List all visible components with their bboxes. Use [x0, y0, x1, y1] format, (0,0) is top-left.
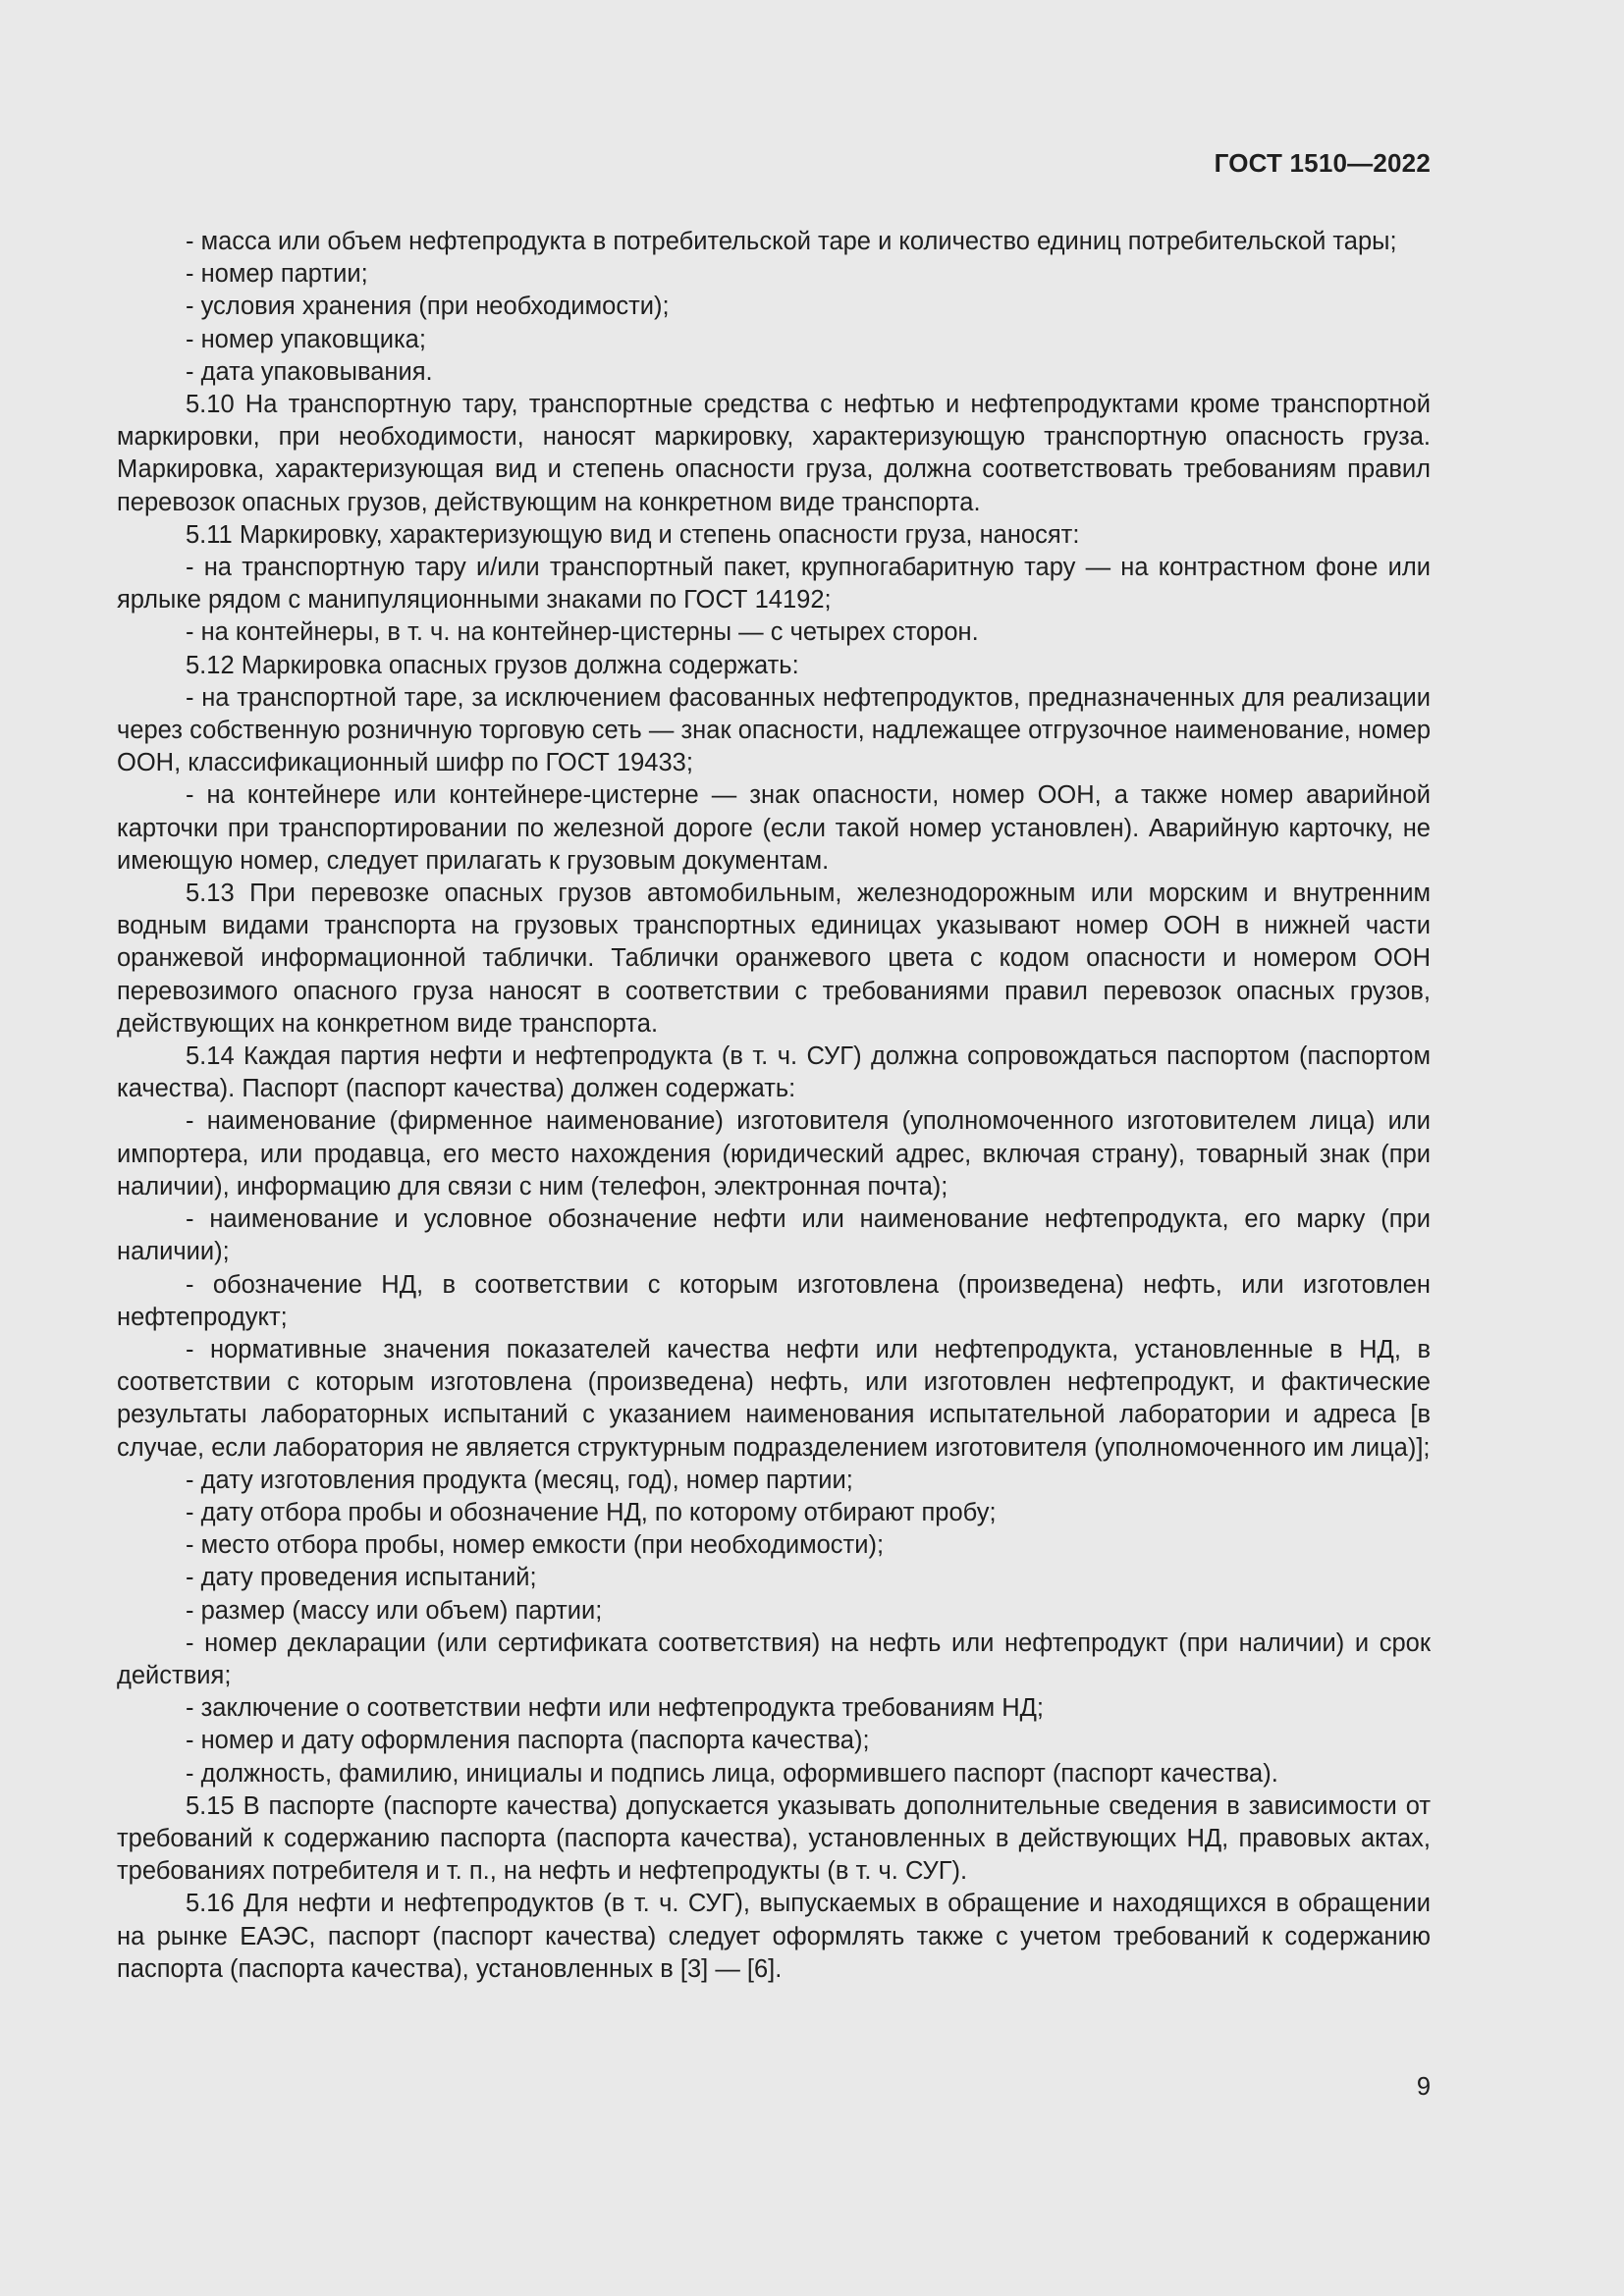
paragraph: - заключение о соответствии нефти или нефтепродукта требованиям НД;: [186, 1694, 1044, 1723]
paragraph: - дата упаковывания.: [186, 357, 433, 386]
paragraph: - обозначение НД, в соответствии с которым изготовлена (произведена) нефть, или изготовлен нефтепродукт;: [117, 1270, 1431, 1331]
paragraph: - номер и дату оформления паспорта (паспорта качества);: [186, 1727, 870, 1755]
paragraph: - нормативные значения показателей качества нефти или нефтепродукта, установленные в НД, в соответствии с которым изготовлена (произведена) нефть, или изготовлен нефтепродукт, и фактические результаты лабораторных испытаний с указанием наименования испытательной лаборатории и адреса [в случае, если лаборатория не является структурным подразделением изготовителя (уполномоченного им лица)];: [117, 1335, 1431, 1462]
paragraph: - дату отбора пробы и обозначение НД, по которому отбирают пробу;: [186, 1498, 997, 1526]
paragraph: - масса или объем нефтепродукта в потребительской таре и количество единиц потребительской тары;: [186, 228, 1397, 255]
paragraph: - размер (массу или объем) партии;: [186, 1596, 603, 1625]
paragraph: - условия хранения (при необходимости);: [186, 293, 670, 321]
paragraph: 5.12 Маркировка опасных грузов должна содержать:: [186, 651, 799, 679]
paragraph: - на контейнеры, в т. ч. на контейнер-цистерны — с четырех сторон.: [186, 618, 979, 647]
paragraph: - наименование и условное обозначение нефти или наименование нефтепродукта, его марку (при наличии);: [117, 1205, 1431, 1266]
paragraph: - на транспортную тару и/или транспортный пакет, крупногабаритную тару — на контрастном фоне или ярлыке рядом с манипуляционными знаками по ГОСТ 14192;: [117, 554, 1431, 614]
document-header-standard: ГОСТ 1510—2022: [1214, 148, 1431, 178]
paragraph: 5.13 При перевозке опасных грузов автомобильным, железнодорожным или морским и внутренним водным видами транспорта на грузовых транспортных единицах указывают номер ООН в нижней части оранжевой информационной таблички. Таблички оранжевого цвета с кодом опасности и номером ООН перевозимого опасного груза наносят в соответствии с требованиями правил перевозок опасных грузов, действующих на конкретном виде транспорта.: [117, 880, 1431, 1038]
paragraph: - дату изготовления продукта (месяц, год), номер партии;: [186, 1466, 853, 1494]
paragraph: - должность, фамилию, инициалы и подпись лица, оформившего паспорт (паспорт качества).: [186, 1759, 1278, 1788]
paragraph: - на контейнере или контейнере-цистерне — знак опасности, номер ООН, а также номер аварийной карточки при транспортировании по железной дороге (если такой номер установлен). Аварийную карточку, не имеющую номер, следует прилагать к грузовым документам.: [117, 781, 1431, 875]
paragraph: - наименование (фирменное наименование) изготовителя (уполномоченного изготовителем лица) или импортера, или продавца, его место нахождения (юридический адрес, включая страну), товарный знак (при наличии), информацию для связи с ним (телефон, электронная почта);: [117, 1107, 1431, 1201]
paragraph: - место отбора пробы, номер емкости (при необходимости);: [186, 1531, 885, 1560]
paragraph: - номер упаковщика;: [186, 325, 426, 353]
paragraph: 5.14 Каждая партия нефти и нефтепродукта (в т. ч. СУГ) должна сопровождаться паспортом (паспортом качества). Паспорт (паспорт качества) должен содержать:: [117, 1042, 1431, 1103]
paragraph: 5.16 Для нефти и нефтепродуктов (в т. ч. СУГ), выпускаемых в обращение и находящихся в обращении на рынке ЕАЭС, паспорт (паспорт качества) следует оформлять также с учетом требований к содержанию паспорта (паспорта качества), установленных в [3] — [6].: [117, 1890, 1431, 1983]
paragraph: - дату проведения испытаний;: [186, 1564, 537, 1592]
paragraph: 5.10 На транспортную тару, транспортные средства с нефтью и нефтепродуктами кроме транспортной маркировки, при необходимости, наносят маркировку, характеризующую транспортную опасность груза. Маркировка, характеризующая вид и степень опасности груза, должна соответствовать требованиям правил перевозок опасных грузов, действующим на конкретном виде транспорта.: [117, 391, 1431, 516]
paragraph: 5.11 Маркировку, характеризующую вид и степень опасности груза, наносят:: [186, 520, 1080, 549]
paragraph: 5.15 В паспорте (паспорте качества) допускается указывать дополнительные сведения в зависимости от требований к содержанию паспорта (паспорта качества), установленных в действующих НД, правовых актах, требованиях потребителя и т. п., на нефть и нефтепродукты (в т. ч. СУГ).: [117, 1791, 1431, 1886]
paragraph: - номер декларации (или сертификата соответствия) на нефть или нефтепродукт (при наличии) и срок действия;: [117, 1629, 1431, 1689]
paragraph: - на транспортной таре, за исключением фасованных нефтепродуктов, предназначенных для реализации через собственную розничную торговую сеть — знак опасности, надлежащее отгрузочное наименование, номер ООН, классификационный шифр по ГОСТ 19433;: [117, 683, 1431, 777]
paragraph: - номер партии;: [186, 260, 368, 289]
page-number: 9: [1416, 2073, 1431, 2101]
document-body: [117, 226, 1431, 1986]
